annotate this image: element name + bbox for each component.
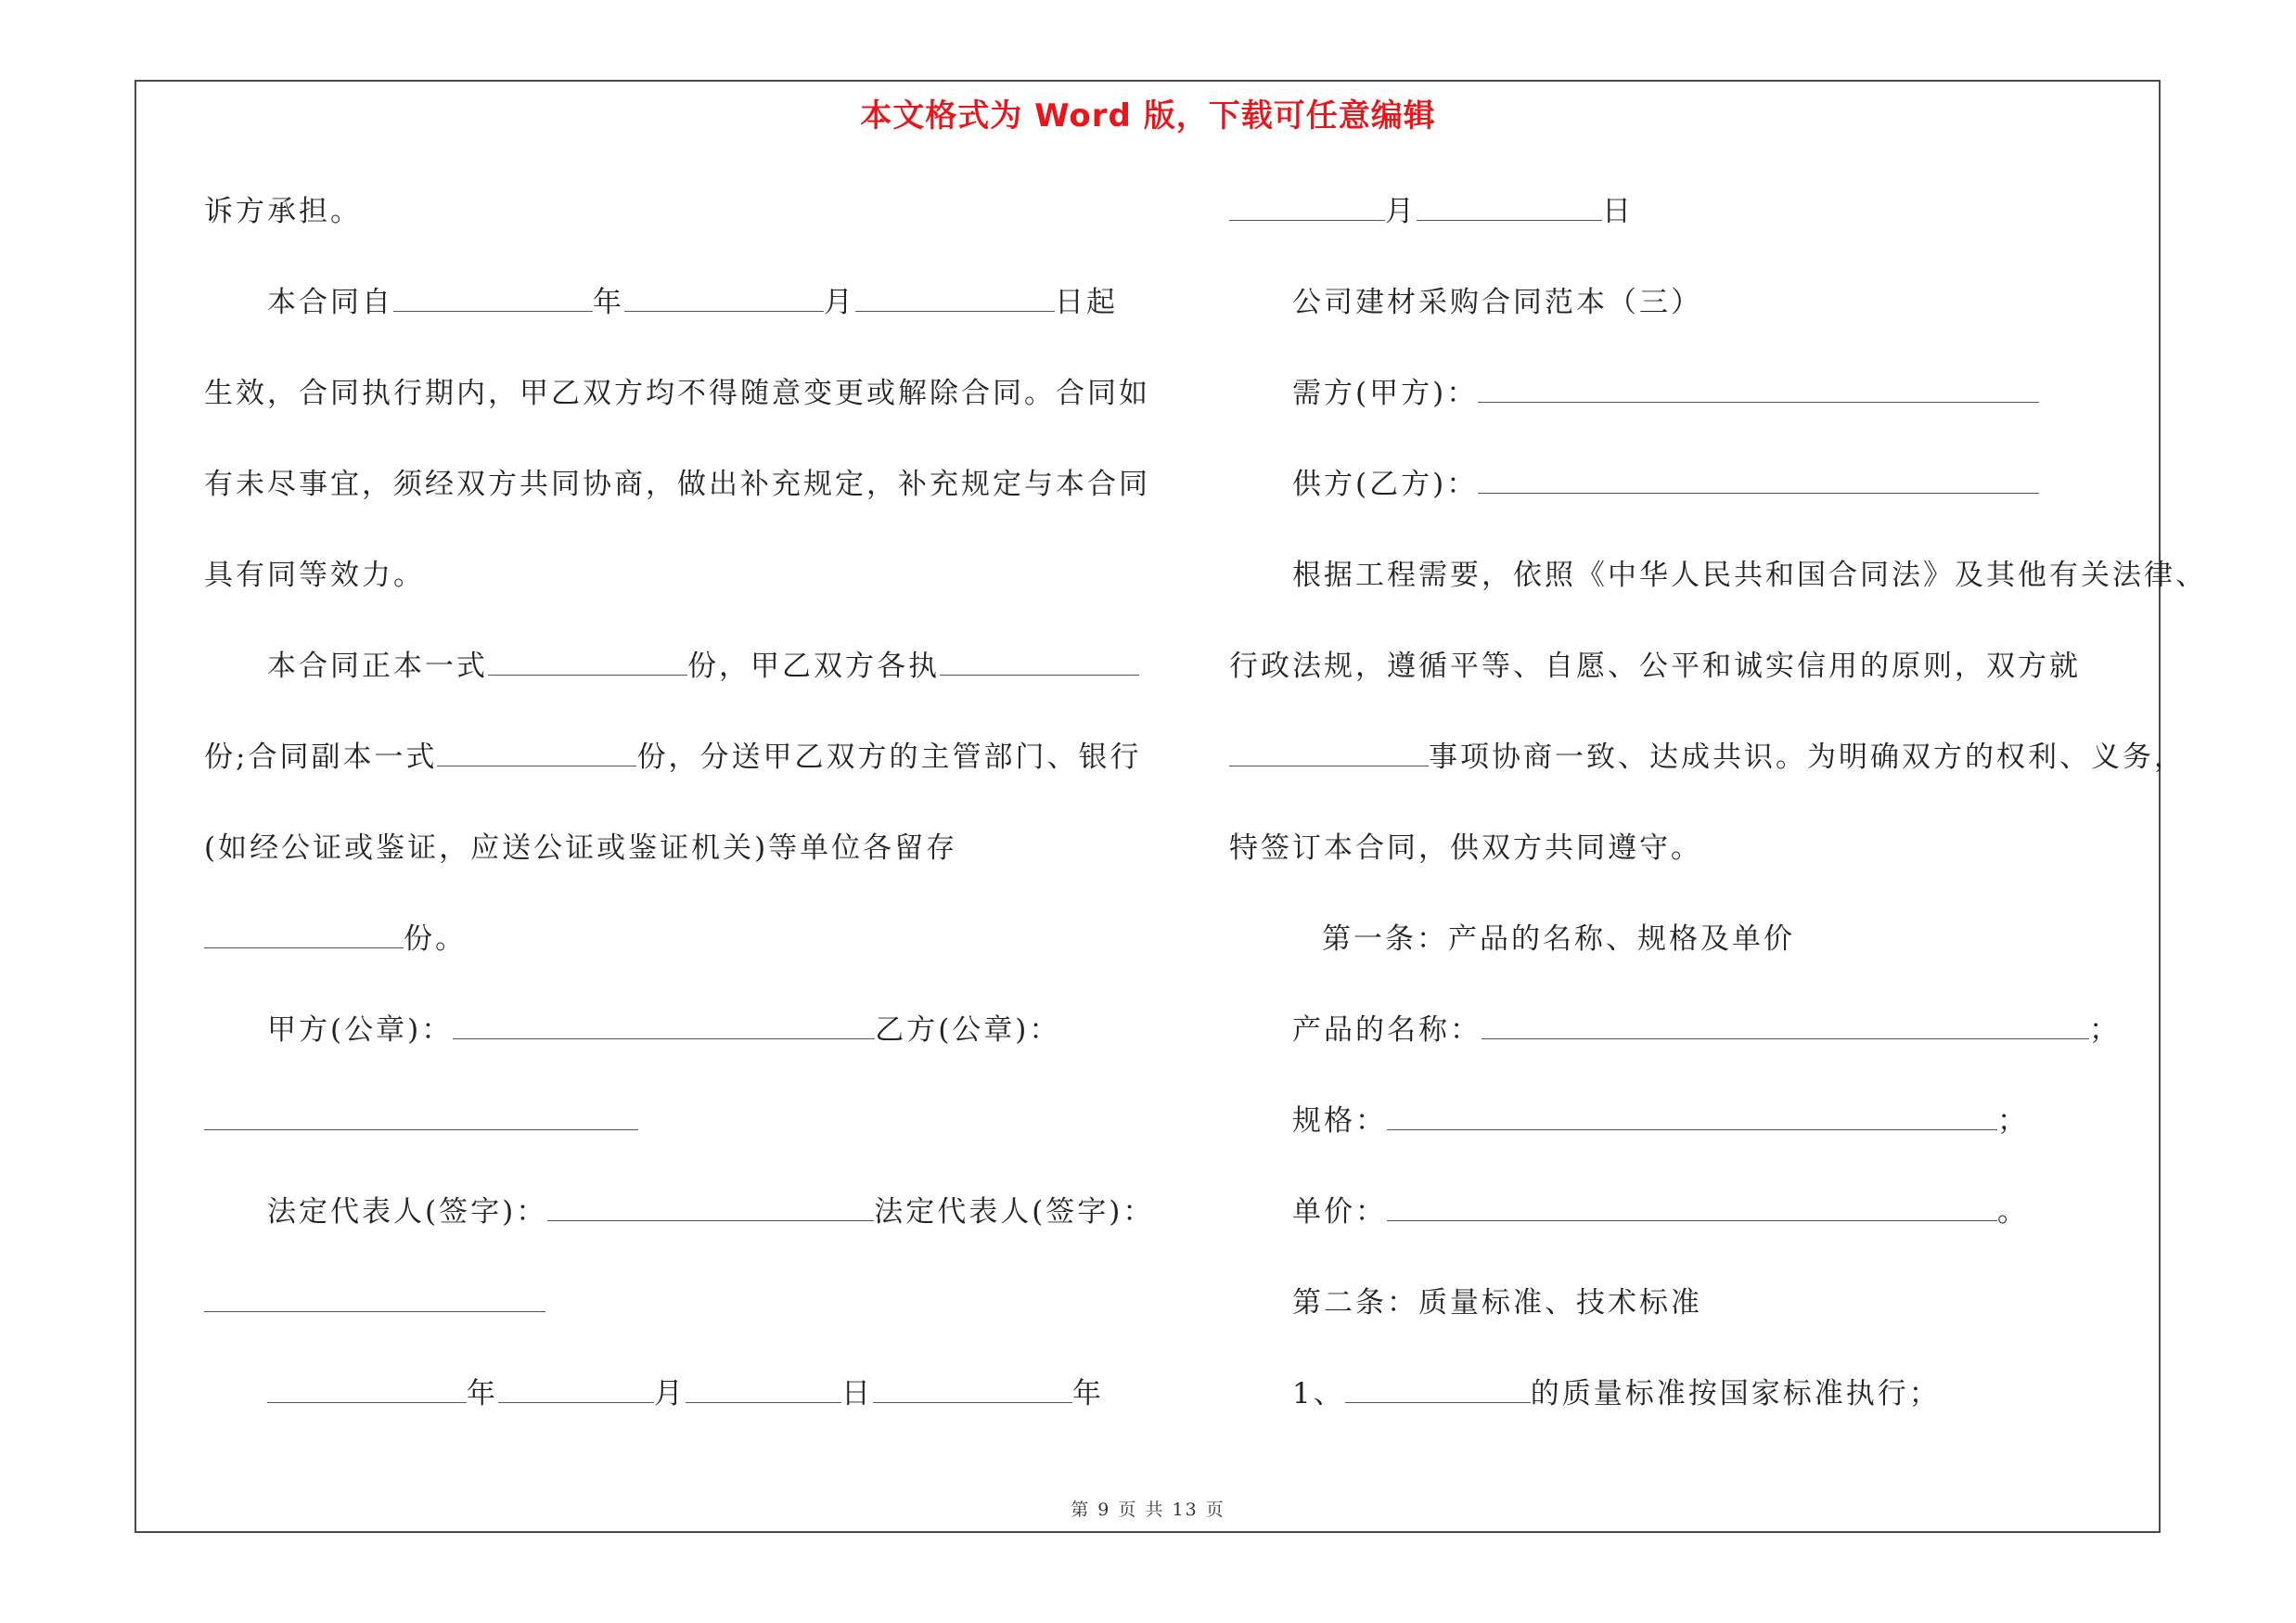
text: 1、	[1292, 1377, 1345, 1410]
blank-field[interactable]	[1229, 200, 1385, 221]
blank-field[interactable]	[1229, 745, 1429, 766]
text: 日	[841, 1377, 873, 1410]
text: 月	[824, 286, 855, 319]
section-title: 公司建材采购合同范本（三）	[1292, 286, 1702, 319]
date-continued-line	[1229, 193, 1634, 230]
page-number: 第 9 页 共 13 页	[1071, 1500, 1225, 1520]
quality-standard-line	[1292, 1375, 1941, 1412]
document-header-notice: 本文格式为 Word 版，下载可任意编辑	[860, 97, 1436, 135]
seal-line	[267, 1011, 1060, 1049]
buyer-line	[1292, 375, 2039, 412]
text: 份，分送甲乙双方的主管部门、银行	[636, 741, 1142, 774]
text-line: 特签订本合同，供双方共同遵守。	[1229, 831, 1702, 865]
supplier-line	[1292, 466, 2039, 503]
product-name-label: 产品的名称：	[1292, 1013, 1481, 1047]
article-one-heading: 第一条：产品的名称、规格及单价	[1322, 922, 1795, 956]
party-a-representative-field[interactable]	[547, 1200, 874, 1221]
party-b-representative-field[interactable]	[204, 1291, 545, 1312]
text: 日	[1602, 195, 1634, 228]
supplier-label: 供方(乙方)：	[1292, 468, 1479, 501]
text-line: 有未尽事宜，须经双方共同协商，做出补充规定，补充规定与本合同	[204, 468, 1150, 501]
blank-field[interactable]	[855, 290, 1055, 312]
blank-field[interactable]	[1345, 1382, 1531, 1403]
text: 事项协商一致、达成共识。为明确双方的权利、义务，	[1429, 741, 2186, 774]
text-line: 生效，合同执行期内，甲乙双方均不得随意变更或解除合同。合同如	[204, 377, 1150, 410]
text: 本合同自	[267, 286, 393, 319]
blank-field[interactable]	[498, 1382, 654, 1403]
seal-line-continued	[204, 1102, 638, 1140]
party-b-representative-label: 法定代表人(签字)：	[874, 1195, 1155, 1229]
product-name-line	[1292, 1011, 2121, 1049]
product-name-field[interactable]	[1481, 1018, 2089, 1039]
blank-field[interactable]	[393, 290, 593, 312]
text: 年	[593, 286, 624, 319]
text-line: 根据工程需要，依照《中华人民共和国合同法》及其他有关法律、	[1292, 559, 2207, 592]
text: 份。	[404, 922, 467, 956]
party-a-representative-label: 法定代表人(签字)：	[267, 1195, 548, 1229]
retain-copies-line	[204, 921, 467, 958]
text-line: (如经公证或鉴证，应送公证或鉴证机关)等单位各留存	[204, 831, 958, 865]
spec-label: 规格：	[1292, 1104, 1387, 1138]
spec-field[interactable]	[1387, 1109, 1997, 1130]
buyer-label: 需方(甲方)：	[1292, 377, 1479, 410]
blank-field[interactable]	[267, 1382, 467, 1403]
spec-line	[1292, 1102, 2029, 1140]
blank-field[interactable]	[624, 290, 824, 312]
text: 年	[1072, 1377, 1104, 1410]
text: ；	[1997, 1104, 2029, 1138]
text-line: 具有同等效力。	[204, 559, 425, 592]
text: 本合同正本一式	[267, 650, 488, 683]
text: 份;合同副本一式	[204, 741, 438, 774]
party-a-seal-field[interactable]	[453, 1018, 875, 1039]
blank-field[interactable]	[437, 745, 636, 766]
text: 月	[1385, 195, 1417, 228]
text: 的质量标准按国家标准执行；	[1530, 1377, 1941, 1410]
party-b-seal-label: 乙方(公章)：	[875, 1013, 1061, 1047]
representative-line-continued	[204, 1284, 545, 1321]
text-line: 行政法规，遵循平等、自愿、公平和诚实信用的原则，双方就	[1229, 650, 2081, 683]
blank-field[interactable]	[1417, 200, 1602, 221]
party-a-seal-label: 甲方(公章)：	[267, 1013, 454, 1047]
signing-date-line	[267, 1375, 1104, 1412]
unit-price-line	[1292, 1193, 2029, 1230]
text: ；	[2089, 1013, 2121, 1047]
text: 月	[654, 1377, 686, 1410]
blank-field[interactable]	[940, 654, 1139, 676]
blank-field[interactable]	[488, 654, 687, 676]
article-two-heading: 第二条：质量标准、技术标准	[1292, 1286, 1702, 1320]
blank-field[interactable]	[686, 1382, 841, 1403]
blank-field[interactable]	[873, 1382, 1072, 1403]
copies-line-2	[204, 739, 1141, 776]
effective-date-line	[267, 284, 1118, 321]
text: 日起	[1055, 286, 1118, 319]
text: 。	[1997, 1195, 2029, 1229]
text-line: 诉方承担。	[204, 195, 362, 228]
representative-line	[267, 1193, 1154, 1230]
text: 年	[467, 1377, 498, 1410]
text: 份，甲乙双方各执	[687, 650, 940, 683]
copies-line	[267, 648, 1139, 685]
party-b-seal-field[interactable]	[204, 1109, 638, 1130]
buyer-field[interactable]	[1478, 381, 2039, 403]
matter-line	[1229, 739, 2186, 776]
unit-price-label: 单价：	[1292, 1195, 1387, 1229]
supplier-field[interactable]	[1478, 472, 2039, 494]
blank-field[interactable]	[204, 927, 404, 948]
unit-price-field[interactable]	[1387, 1200, 1997, 1221]
